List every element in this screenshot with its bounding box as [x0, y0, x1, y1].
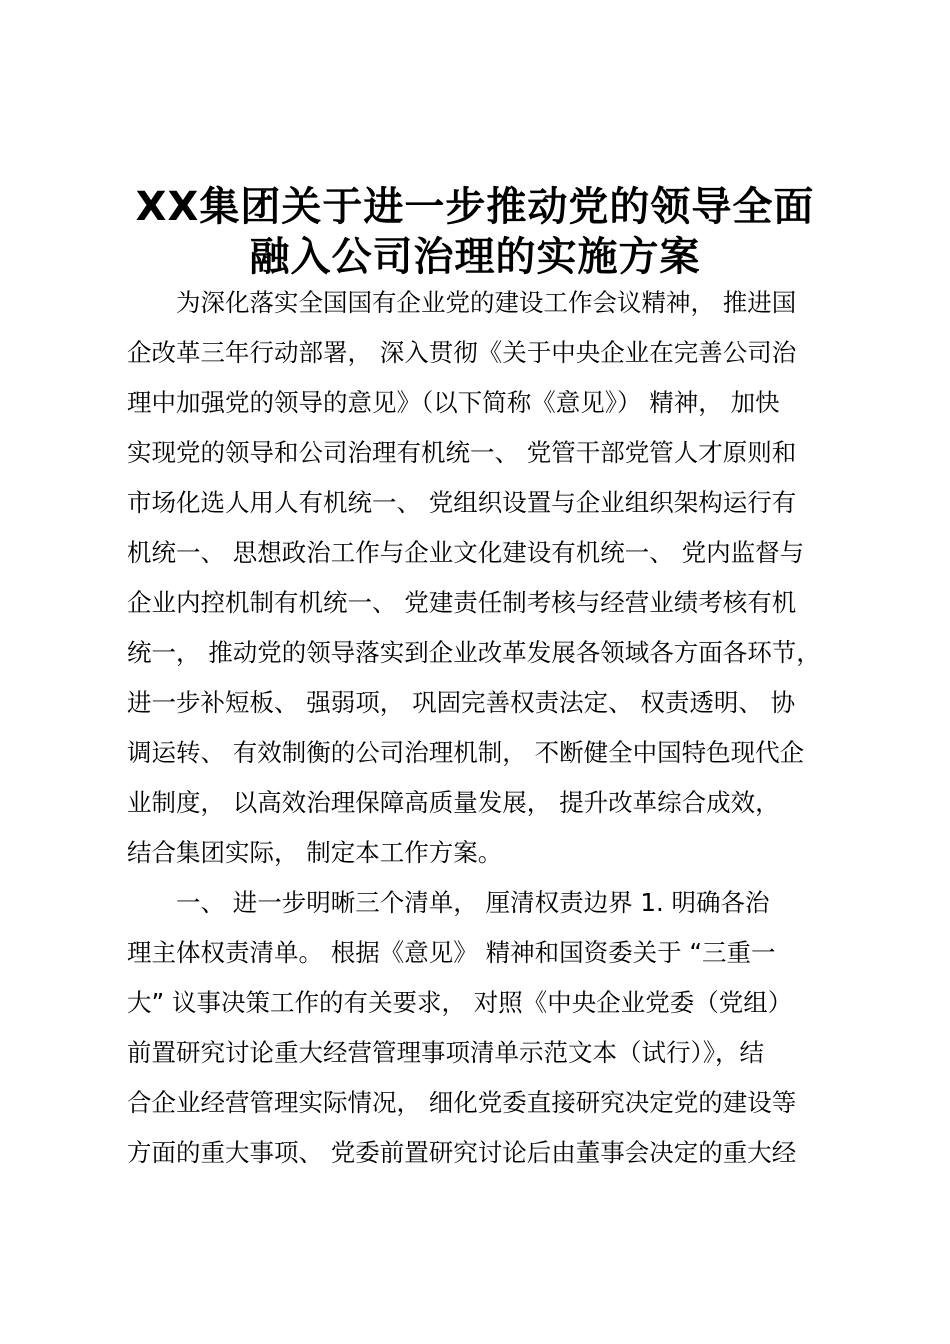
paragraph-line: 企改革三年行动部署， 深入贯彻《关于中央企业在完善公司治	[127, 338, 797, 367]
paragraph-line: 大” 议事决策工作的有关要求， 对照《中央企业党委（党组）	[127, 988, 793, 1017]
document-title-line-2: 融入公司治理的实施方案	[249, 234, 701, 280]
paragraph-line: 合企业经营管理实际情况， 细化党委直接研究决定党的建设等	[127, 1088, 797, 1117]
paragraph-line: 调运转、 有效制衡的公司治理机制， 不断健全中国特色现代企	[127, 738, 805, 767]
paragraph-line: 结合集团实际， 制定本工作方案。	[127, 838, 503, 867]
paragraph-line: 理中加强党的领导的意见》（以下简称《意见》） 精神， 加快	[127, 388, 780, 417]
paragraph-line: 前置研究讨论重大经营管理事项清单示范文本（试行）》，结	[127, 1038, 764, 1067]
paragraph-line: 业制度， 以高效治理保障高质量发展， 提升改革综合成效，	[127, 788, 780, 817]
paragraph-line: 进一步补短板、 强弱项， 巩固完善权责法定、 权责透明、 协	[127, 688, 796, 717]
paragraph-line: 市场化选人用人有机统一、 党组织设置与企业组织架构运行有	[127, 488, 797, 517]
section-heading-line: 一、 进一步明晰三个清单， 厘清权责边界 1. 明确各治	[176, 888, 770, 917]
document-title-line-1: XX集团关于进一步推动党的领导全面	[135, 184, 815, 230]
paragraph-line: 方面的重大事项、 党委前置研究讨论后由董事会决定的重大经	[127, 1138, 797, 1167]
paragraph-line: 实现党的领导和公司治理有机统一、 党管干部党管人才原则和	[127, 438, 797, 467]
paragraph-line: 为深化落实全国国有企业党的建设工作会议精神， 推进国	[176, 288, 797, 317]
paragraph-line: 统一， 推动党的领导落实到企业改革发展各领域各方面各环节，	[127, 638, 821, 667]
paragraph-line: 机统一、 思想政治工作与企业文化建设有机统一、 党内监督与	[127, 538, 805, 567]
paragraph-line: 理主体权责清单。 根据《意见》 精神和国资委关于 “三重一	[127, 938, 776, 967]
paragraph-line: 企业内控机制有机统一、 党建责任制考核与经营业绩考核有机	[127, 588, 797, 617]
